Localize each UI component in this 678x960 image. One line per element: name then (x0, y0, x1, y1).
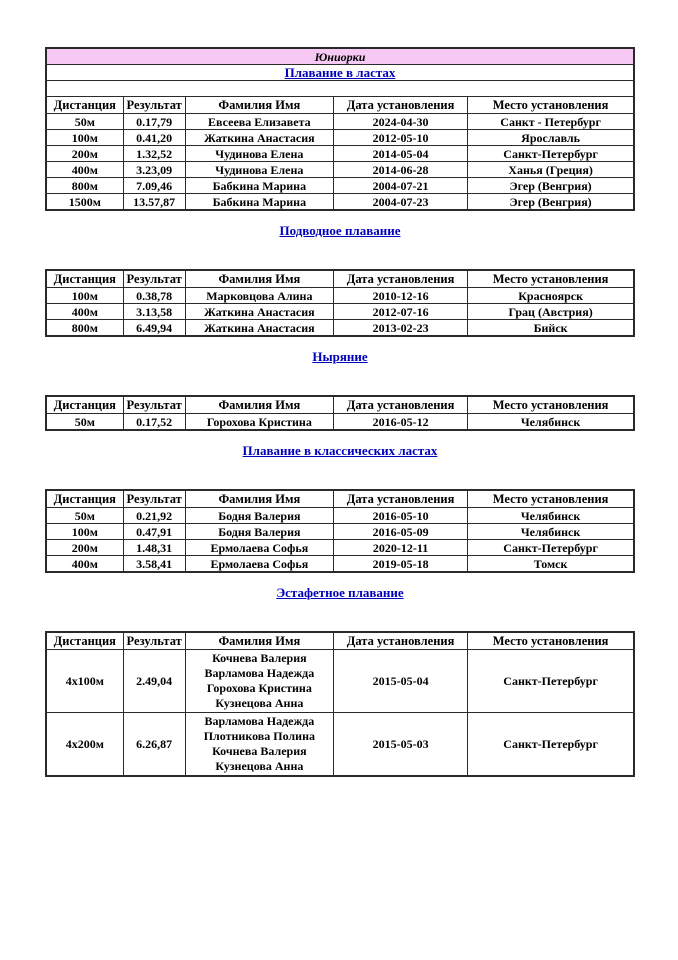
section-link-4[interactable]: Эстафетное плавание (276, 585, 404, 600)
records-table-3 (45, 489, 635, 573)
header-row (46, 270, 634, 288)
cell-name: Марковцова Алина (185, 288, 333, 304)
cell-place: Ярославль (468, 130, 634, 146)
cell-result: 0.47,91 (123, 524, 185, 540)
cell-distance: 50м (46, 508, 123, 524)
table-row (46, 304, 634, 320)
relay-member-name: Кочнева Валерия (212, 744, 307, 758)
cell-result: 3.58,41 (123, 556, 185, 573)
cell-name: Ермолаева Софья (185, 556, 333, 573)
header-row (46, 490, 634, 508)
cell-place: Эгер (Венгрия) (468, 194, 634, 211)
cell-distance: 100м (46, 130, 123, 146)
cell-distance: 100м (46, 288, 123, 304)
cell-name: Евсеева Елизавета (185, 114, 333, 130)
table-row (46, 650, 634, 713)
column-header-0: Дистанция (46, 396, 123, 414)
cell-name: Бодня Валерия (185, 508, 333, 524)
cell-place: Челябинск (468, 508, 634, 524)
cell-place: Эгер (Венгрия) (468, 178, 634, 194)
column-header-0: Дистанция (46, 632, 123, 650)
table-row (46, 414, 634, 431)
table-row (46, 162, 634, 178)
cell-date: 2012-05-10 (333, 130, 467, 146)
cell-place: Челябинск (468, 414, 634, 431)
cell-result: 6.26,87 (123, 713, 185, 777)
column-header-1: Результат (123, 270, 185, 288)
column-header-3: Дата установления (333, 97, 467, 114)
column-header-2: Фамилия Имя (185, 270, 333, 288)
cell-date: 2019-05-18 (333, 556, 467, 573)
relay-member-name: Кочнева Валерия (212, 651, 307, 665)
column-header-1: Результат (123, 632, 185, 650)
section-link-0[interactable]: Плавание в ластах (284, 64, 396, 80)
spacer-row (46, 81, 634, 97)
link-row-cell (46, 65, 634, 81)
cell-name: Чудинова Елена (185, 162, 333, 178)
header-row (46, 97, 634, 114)
column-header-0: Дистанция (46, 270, 123, 288)
cell-date: 2004-07-23 (333, 194, 467, 211)
table-row (46, 524, 634, 540)
table-row (46, 114, 634, 130)
cell-result: 7.09,46 (123, 178, 185, 194)
cell-result: 6.49,94 (123, 320, 185, 337)
table-row (46, 288, 634, 304)
cell-name (185, 650, 333, 713)
cell-date: 2015-05-03 (333, 713, 467, 777)
cell-date: 2015-05-04 (333, 650, 467, 713)
column-header-0: Дистанция (46, 97, 123, 114)
cell-distance: 4x100м (46, 650, 123, 713)
cell-distance: 400м (46, 556, 123, 573)
cell-result: 1.48,31 (123, 540, 185, 556)
section-heading (45, 586, 635, 600)
table-row (46, 146, 634, 162)
relay-member-name: Варламова Надежда (204, 666, 315, 680)
section-link-2[interactable]: Ныряние (312, 349, 368, 364)
relay-member-name: Плотникова Полина (203, 729, 315, 743)
cell-name: Горохова Кристина (185, 414, 333, 431)
section-heading (45, 444, 635, 458)
records-table-1 (45, 269, 635, 337)
table-row (46, 713, 634, 777)
column-header-4: Место установления (468, 490, 634, 508)
cell-date: 2024-04-30 (333, 114, 467, 130)
cell-name: Бабкина Марина (185, 194, 333, 211)
cell-result: 0.41,20 (123, 130, 185, 146)
cell-distance: 800м (46, 320, 123, 337)
cell-name: Жаткина Анастасия (185, 130, 333, 146)
sections-container (45, 47, 635, 777)
section-heading (45, 224, 635, 238)
cell-place: Санкт-Петербург (468, 713, 634, 777)
table-row (46, 540, 634, 556)
column-header-3: Дата установления (333, 490, 467, 508)
title-row (46, 48, 634, 65)
cell-name (185, 713, 333, 777)
cell-distance: 50м (46, 414, 123, 431)
cell-result: 3.13,58 (123, 304, 185, 320)
cell-name: Бодня Валерия (185, 524, 333, 540)
column-header-2: Фамилия Имя (185, 490, 333, 508)
records-table-2 (45, 395, 635, 431)
cell-date: 2013-02-23 (333, 320, 467, 337)
cell-place: Томск (468, 556, 634, 573)
cell-result: 13.57,87 (123, 194, 185, 211)
cell-place: Бийск (468, 320, 634, 337)
table-row (46, 178, 634, 194)
cell-distance: 200м (46, 146, 123, 162)
column-header-0: Дистанция (46, 490, 123, 508)
cell-place: Санкт-Петербург (468, 650, 634, 713)
cell-place: Санкт-Петербург (468, 540, 634, 556)
cell-place: Красноярск (468, 288, 634, 304)
column-header-1: Результат (123, 97, 185, 114)
cell-distance: 50м (46, 114, 123, 130)
cell-name: Чудинова Елена (185, 146, 333, 162)
cell-distance: 200м (46, 540, 123, 556)
table-row (46, 194, 634, 211)
cell-result: 0.38,78 (123, 288, 185, 304)
column-header-1: Результат (123, 490, 185, 508)
cell-name: Бабкина Марина (185, 178, 333, 194)
spacer-cell (46, 81, 634, 97)
table-row (46, 556, 634, 573)
records-table-4 (45, 631, 635, 777)
section-link-1[interactable]: Подводное плавание (279, 223, 401, 238)
cell-distance: 100м (46, 524, 123, 540)
cell-distance: 1500м (46, 194, 123, 211)
column-header-4: Место установления (468, 632, 634, 650)
cell-date: 2016-05-10 (333, 508, 467, 524)
cell-result: 2.49,04 (123, 650, 185, 713)
cell-name: Жаткина Анастасия (185, 304, 333, 320)
relay-member-name: Варламова Надежда (204, 714, 315, 728)
header-row (46, 632, 634, 650)
relay-member-name: Горохова Кристина (206, 681, 312, 695)
column-header-4: Место установления (468, 270, 634, 288)
header-row (46, 396, 634, 414)
column-header-2: Фамилия Имя (185, 97, 333, 114)
cell-date: 2014-06-28 (333, 162, 467, 178)
cell-date: 2010-12-16 (333, 288, 467, 304)
cell-result: 3.23,09 (123, 162, 185, 178)
relay-member-name: Кузнецова Анна (215, 759, 304, 773)
table-row (46, 320, 634, 337)
cell-date: 2016-05-12 (333, 414, 467, 431)
cell-date: 2004-07-21 (333, 178, 467, 194)
column-header-2: Фамилия Имя (185, 396, 333, 414)
table-row (46, 130, 634, 146)
link-row (46, 65, 634, 81)
cell-date: 2012-07-16 (333, 304, 467, 320)
section-heading (45, 350, 635, 364)
column-header-3: Дата установления (333, 632, 467, 650)
cell-distance: 4x200м (46, 713, 123, 777)
cell-distance: 400м (46, 162, 123, 178)
cell-distance: 800м (46, 178, 123, 194)
cell-distance: 400м (46, 304, 123, 320)
column-header-2: Фамилия Имя (185, 632, 333, 650)
cell-date: 2020-12-11 (333, 540, 467, 556)
table-row (46, 508, 634, 524)
cell-place: Санкт-Петербург (468, 146, 634, 162)
column-header-4: Место установления (468, 97, 634, 114)
section-link-3[interactable]: Плавание в классических ластах (242, 443, 438, 458)
column-header-4: Место установления (468, 396, 634, 414)
cell-result: 0.17,52 (123, 414, 185, 431)
cell-result: 0.21,92 (123, 508, 185, 524)
column-header-3: Дата установления (333, 270, 467, 288)
cell-name: Жаткина Анастасия (185, 320, 333, 337)
cell-result: 1.32,52 (123, 146, 185, 162)
column-header-3: Дата установления (333, 396, 467, 414)
cell-place: Грац (Австрия) (468, 304, 634, 320)
cell-date: 2016-05-09 (333, 524, 467, 540)
cell-result: 0.17,79 (123, 114, 185, 130)
cell-place: Ханья (Греция) (468, 162, 634, 178)
cell-name: Ермолаева Софья (185, 540, 333, 556)
relay-member-name: Кузнецова Анна (215, 696, 304, 710)
cell-place: Санкт - Петербург (468, 114, 634, 130)
cell-place: Челябинск (468, 524, 634, 540)
column-header-1: Результат (123, 396, 185, 414)
records-table-0 (45, 47, 635, 211)
page-title: Юниорки (46, 48, 634, 65)
cell-date: 2014-05-04 (333, 146, 467, 162)
